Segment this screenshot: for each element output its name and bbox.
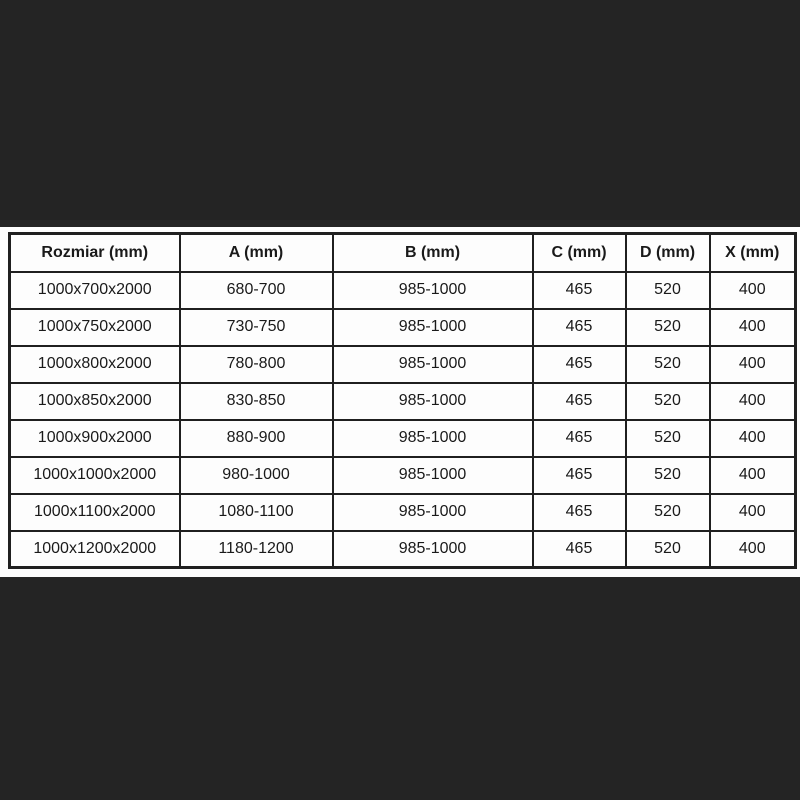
value-cell: 400 [710, 531, 796, 568]
value-cell: 1080-1100 [180, 494, 333, 531]
table-body [10, 272, 796, 568]
value-cell: 980-1000 [180, 457, 333, 494]
size-cell: 1000x1100x2000 [10, 494, 180, 531]
value-cell: 830-850 [180, 383, 333, 420]
value-cell: 985-1000 [333, 346, 533, 383]
column-header: Rozmiar (mm) [10, 234, 180, 272]
header-row [10, 234, 796, 272]
column-header: D (mm) [626, 234, 710, 272]
value-cell: 985-1000 [333, 531, 533, 568]
value-cell: 400 [710, 420, 796, 457]
value-cell: 985-1000 [333, 383, 533, 420]
value-cell: 465 [533, 531, 626, 568]
value-cell: 520 [626, 346, 710, 383]
table-header [10, 234, 796, 272]
size-cell: 1000x800x2000 [10, 346, 180, 383]
table-row [10, 420, 796, 457]
value-cell: 465 [533, 272, 626, 309]
value-cell: 520 [626, 457, 710, 494]
value-cell: 520 [626, 309, 710, 346]
value-cell: 880-900 [180, 420, 333, 457]
column-header: X (mm) [710, 234, 796, 272]
value-cell: 985-1000 [333, 457, 533, 494]
value-cell: 465 [533, 420, 626, 457]
column-header: A (mm) [180, 234, 333, 272]
value-cell: 400 [710, 457, 796, 494]
value-cell: 520 [626, 531, 710, 568]
value-cell: 520 [626, 272, 710, 309]
spec-table-panel [0, 227, 800, 577]
value-cell: 465 [533, 346, 626, 383]
table-row [10, 346, 796, 383]
value-cell: 520 [626, 494, 710, 531]
value-cell: 400 [710, 272, 796, 309]
table-row [10, 272, 796, 309]
value-cell: 985-1000 [333, 420, 533, 457]
value-cell: 400 [710, 494, 796, 531]
table-row [10, 494, 796, 531]
size-cell: 1000x850x2000 [10, 383, 180, 420]
value-cell: 465 [533, 457, 626, 494]
table-row [10, 531, 796, 568]
value-cell: 520 [626, 420, 710, 457]
size-cell: 1000x1200x2000 [10, 531, 180, 568]
value-cell: 465 [533, 494, 626, 531]
value-cell: 465 [533, 383, 626, 420]
value-cell: 985-1000 [333, 272, 533, 309]
value-cell: 985-1000 [333, 494, 533, 531]
size-cell: 1000x700x2000 [10, 272, 180, 309]
value-cell: 400 [710, 309, 796, 346]
column-header: C (mm) [533, 234, 626, 272]
size-spec-table [8, 232, 797, 569]
size-cell: 1000x900x2000 [10, 420, 180, 457]
value-cell: 400 [710, 346, 796, 383]
value-cell: 985-1000 [333, 309, 533, 346]
value-cell: 1180-1200 [180, 531, 333, 568]
value-cell: 730-750 [180, 309, 333, 346]
table-row [10, 383, 796, 420]
size-cell: 1000x1000x2000 [10, 457, 180, 494]
table-row [10, 309, 796, 346]
value-cell: 465 [533, 309, 626, 346]
value-cell: 780-800 [180, 346, 333, 383]
value-cell: 400 [710, 383, 796, 420]
value-cell: 520 [626, 383, 710, 420]
column-header: B (mm) [333, 234, 533, 272]
value-cell: 680-700 [180, 272, 333, 309]
size-cell: 1000x750x2000 [10, 309, 180, 346]
table-row [10, 457, 796, 494]
